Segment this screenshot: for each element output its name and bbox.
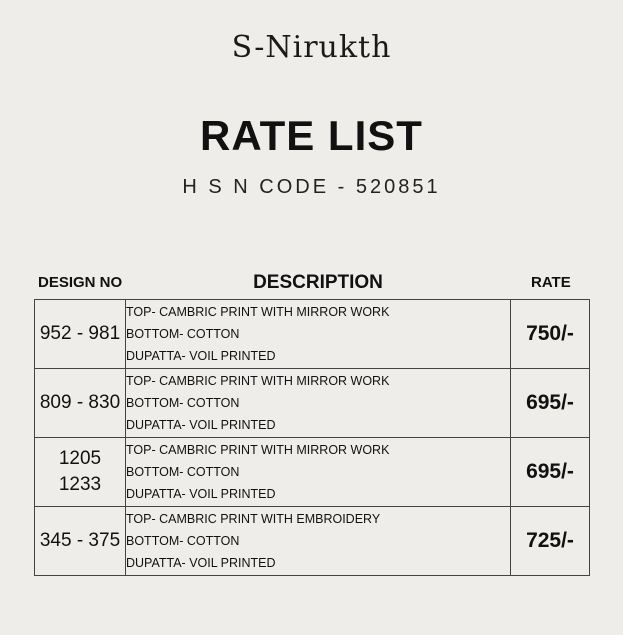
header-design-no: DESIGN NO — [38, 274, 123, 291]
description-cell — [126, 507, 511, 576]
desc-bottom: BOTTOM- COTTON — [126, 327, 240, 341]
desc-dupatta: DUPATTA- VOIL PRINTED — [126, 487, 276, 501]
desc-dupatta: DUPATTA- VOIL PRINTED — [126, 418, 276, 432]
design-number-end: 1233 — [58, 474, 102, 495]
desc-top: TOP- CAMBRIC PRINT WITH MIRROR WORK — [126, 305, 390, 319]
table-row — [35, 300, 590, 369]
table-row — [35, 438, 590, 507]
rate-cell: 695/- — [511, 438, 590, 507]
design-cell — [35, 438, 126, 507]
page-title: RATE LIST — [200, 112, 423, 159]
desc-bottom: BOTTOM- COTTON — [126, 465, 240, 479]
design-cell — [35, 300, 126, 369]
desc-dupatta: DUPATTA- VOIL PRINTED — [126, 349, 276, 363]
hsn-code: H S N CODE - 520851 — [182, 176, 441, 198]
description-cell — [126, 369, 511, 438]
design-cell — [35, 507, 126, 576]
desc-bottom: BOTTOM- COTTON — [126, 396, 240, 410]
design-number: 952 - 981 — [39, 323, 121, 344]
desc-top: TOP- CAMBRIC PRINT WITH MIRROR WORK — [126, 443, 390, 457]
rate-table — [34, 299, 590, 576]
description-cell — [126, 438, 511, 507]
rate-cell: 750/- — [511, 300, 590, 369]
design-number-start: 1205 — [58, 448, 102, 469]
table-row — [35, 369, 590, 438]
desc-dupatta: DUPATTA- VOIL PRINTED — [126, 556, 276, 570]
desc-top: TOP- CAMBRIC PRINT WITH EMBROIDERY — [126, 512, 381, 526]
design-number: 809 - 830 — [39, 392, 121, 413]
description-cell — [126, 300, 511, 369]
desc-bottom: BOTTOM- COTTON — [126, 534, 240, 548]
header-rate: RATE — [531, 274, 571, 291]
design-number: 345 - 375 — [39, 530, 121, 551]
rate-cell: 725/- — [511, 507, 590, 576]
desc-top: TOP- CAMBRIC PRINT WITH MIRROR WORK — [126, 374, 390, 388]
brand-logo: S-Nirukth — [231, 30, 392, 65]
design-cell — [35, 369, 126, 438]
table-row — [35, 507, 590, 576]
rate-cell: 695/- — [511, 369, 590, 438]
header-description: DESCRIPTION — [253, 272, 383, 293]
